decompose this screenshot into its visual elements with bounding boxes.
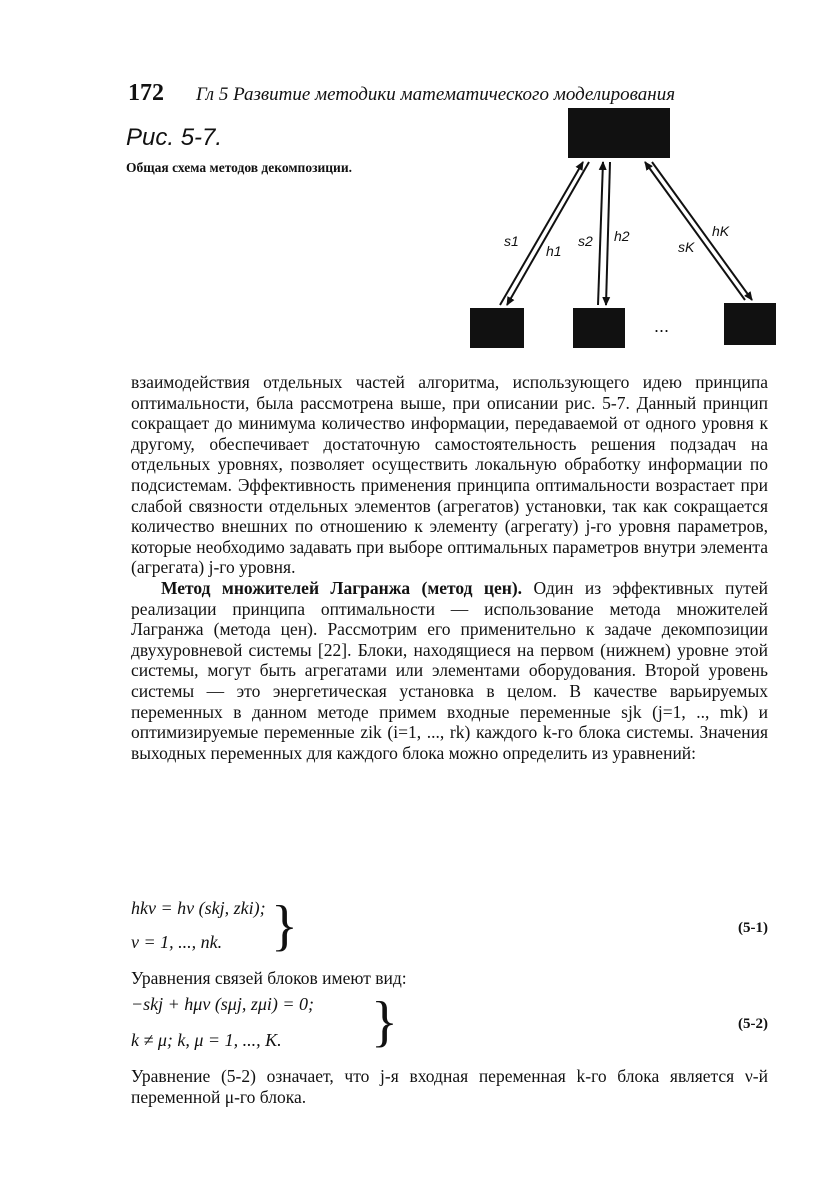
label-h1: h1	[546, 243, 562, 259]
arrow-h1	[507, 162, 589, 305]
paragraph-2	[131, 578, 768, 763]
label-h2: h2	[614, 228, 630, 244]
equation-5-2-number: (5-2)	[738, 1016, 768, 1032]
label-hk: hK	[712, 223, 730, 239]
equation-5-2-brace: }	[371, 991, 398, 1053]
equation-5-2	[131, 991, 768, 1058]
page-number: 172	[128, 80, 164, 106]
body-text	[131, 372, 768, 763]
top-level-block	[568, 108, 670, 158]
equation-5-1-brace: }	[271, 895, 298, 957]
figure-caption: Общая схема методов декомпозиции.	[126, 160, 352, 175]
decomposition-diagram	[440, 100, 790, 350]
section-heading: Метод множителей Лагранжа (метод цен).	[161, 577, 523, 598]
equation-5-1-number: (5-1)	[738, 920, 768, 936]
equation-5-2-line-2: k ≠ μ; k, μ = 1, ..., K.	[131, 1030, 282, 1050]
paragraph-3: Уравнения связей блоков имеют вид:	[131, 968, 407, 988]
subsystem-block-2	[573, 308, 625, 348]
arrow-sk	[645, 162, 745, 300]
subsystem-block-1	[470, 308, 524, 348]
chapter-title: Гл 5 Развитие методики математического моделирования	[196, 84, 676, 105]
paragraph-4: Уравнение (5-2) означает, что j-я входная переменная k-го блока является ν-й переменной μ-го блока.	[131, 1066, 768, 1107]
label-s2: s2	[578, 233, 593, 249]
label-s1: s1	[504, 233, 519, 249]
figure-label: Рис. 5-7.	[126, 124, 223, 151]
arrow-s2	[598, 162, 603, 305]
equation-5-1-line-2: ν = 1, ..., nk.	[131, 932, 223, 952]
equation-5-1-line-1: hkν = hν (skj, zki);	[131, 898, 266, 918]
label-sk: sK	[678, 239, 695, 255]
paragraph-2-text: Один из эффективных путей реализации принципа оптимальности — использование метода множителей Лагранжа (метода цен). Рассмотрим его применительно к задаче декомпозиции двухуровневой системы [22]. Блоки, находящиеся на первом (нижнем) уровне этой системы, могут быть агрегатами или элементами оборудования. Второй уровень системы — это энергетическая установка в целом. В качестве варьируемых переменных в данном методе примем входные переменные sjk (j=1, .., mk) и оптимизируемые переменные zik (i=1, ..., rk) каждого k-го блока системы. Значения выходных переменных для каждого блока можно определить из уравнений:	[131, 577, 769, 763]
arrow-h2	[606, 162, 610, 305]
equation-5-1	[131, 895, 768, 962]
subsystem-block-k	[724, 303, 776, 345]
label-ellipsis: ...	[654, 316, 670, 336]
arrow-hk	[652, 162, 752, 300]
equation-5-2-line-1: −skj + hμν (sμj, zμi) = 0;	[131, 994, 315, 1014]
paragraph-1: взаимодействия отдельных частей алгоритма, использующего идею принципа оптимальности, была рассмотрена выше, при описании рис. 5-7. Данный принцип сокращает до минимума количество информации, передаваемой от одного уровня к другому, обеспечивает достаточную самостоятельность решения подзадач на отдельных уровнях, позволяет осуществить локальную обработку информации по подсистемам. Эффективность применения принципа оптимальности возрастает при слабой связности отдельных элементов (агрегатов) установки, так как сокращается количество внешних по отношению к элементу (агрегату) j-го уровня параметров, которые необходимо задавать при выборе оптимальных параметров внутри элемента (агрегата) j-го уровня.	[131, 372, 768, 578]
